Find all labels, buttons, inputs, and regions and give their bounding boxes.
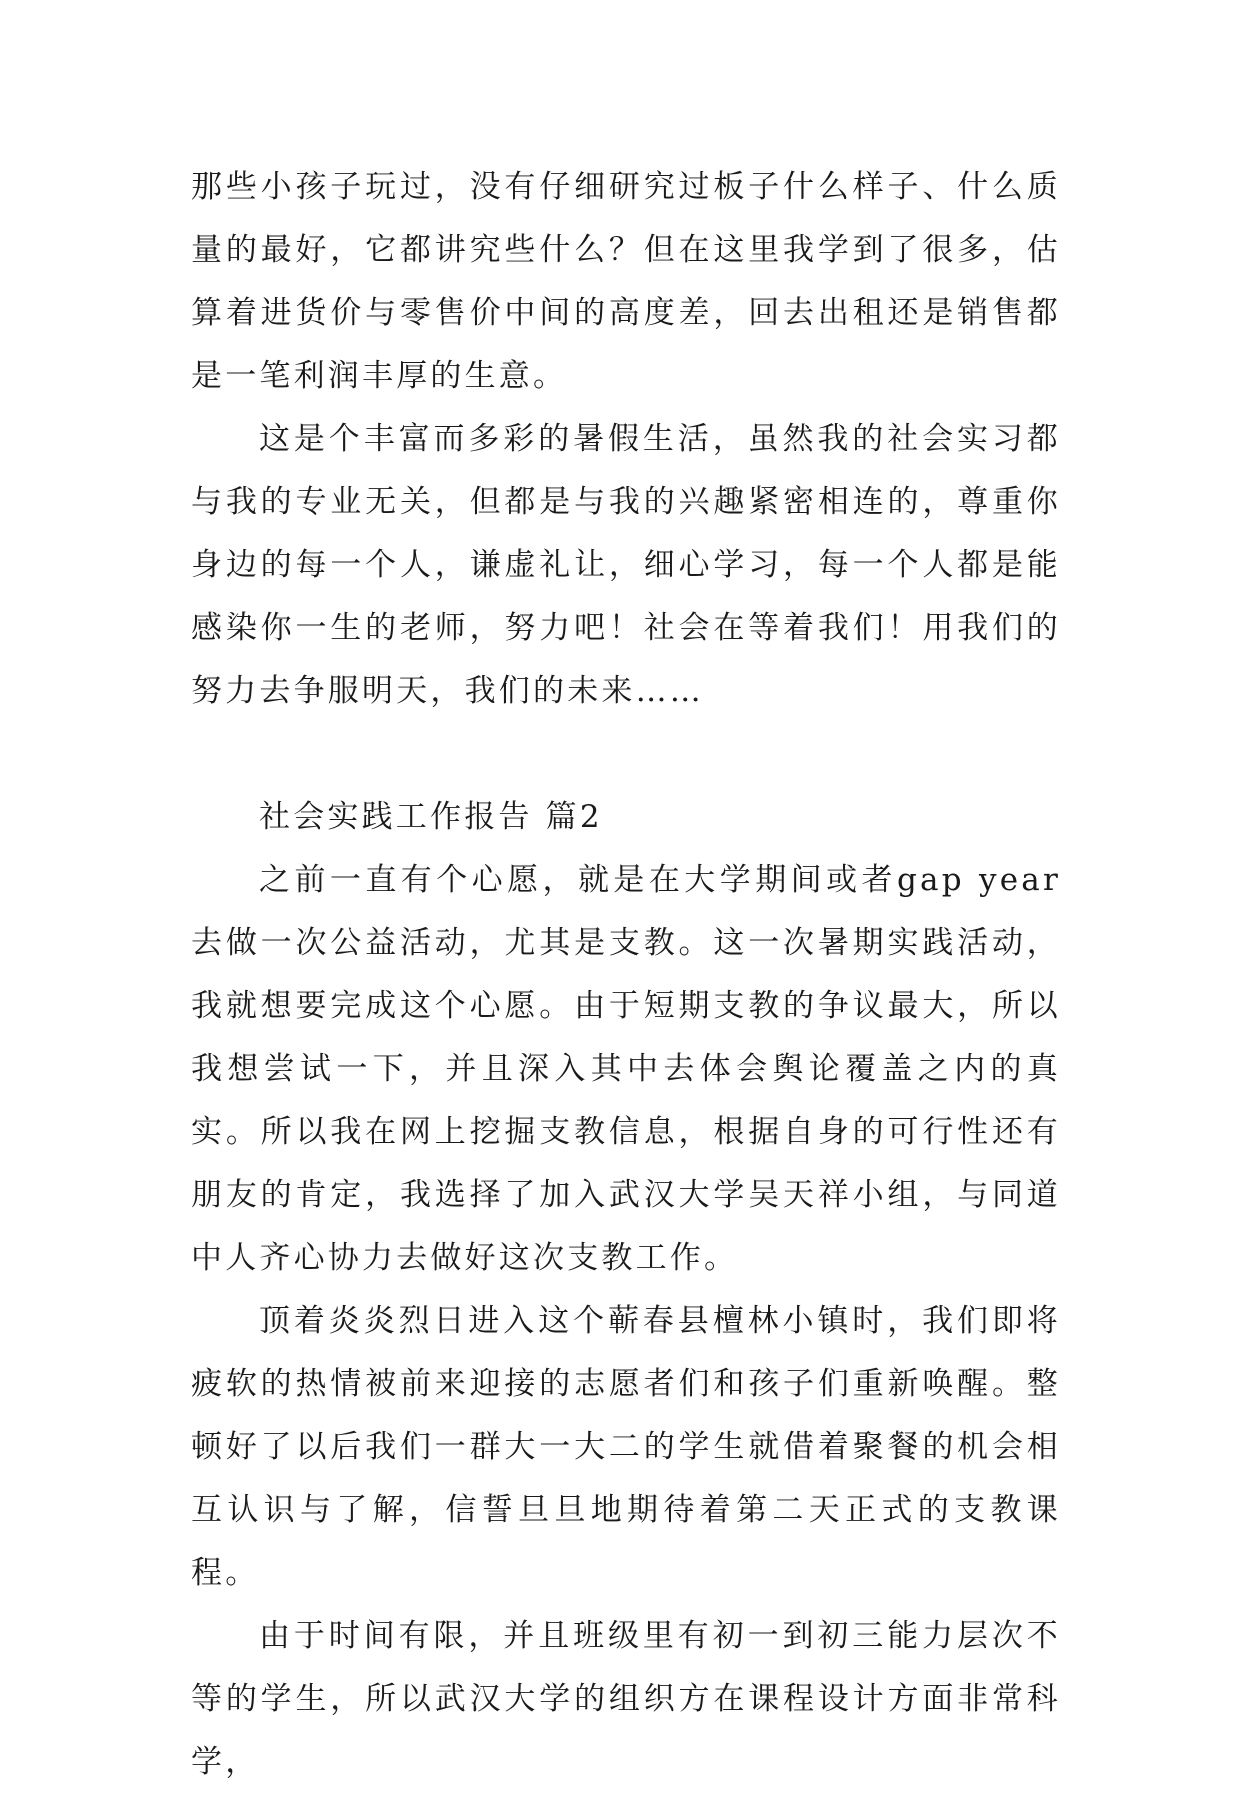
paragraph-summary: 这是个丰富而多彩的暑假生活，虽然我的社会实习都与我的专业无关，但都是与我的兴趣紧密相连的，尊重你身边的每一个人，谦虚礼让，细心学习，每一个人都是能感染你一生的老师，努力吧！社会在等着我们！用我们的努力去争服明天，我们的未来…… xyxy=(191,421,1061,709)
paragraph-continuation: 那些小孩子玩过，没有仔细研究过板子什么样子、什么质量的最好，它都讲究些什么？但在这里我学到了很多，估算着进货价与零售价中间的高度差，回去出租还是销售都是一笔利润丰厚的生意。 xyxy=(191,169,1061,394)
section-spacer xyxy=(191,723,1061,786)
paragraph-curriculum: 由于时间有限，并且班级里有初一到初三能力层次不等的学生，所以武汉大学的组织方在课程设计方面非常科学， xyxy=(191,1618,1061,1780)
document-body xyxy=(191,156,1061,1794)
paragraph-intro: 之前一直有个心愿，就是在大学期间或者gap year 去做一次公益活动，尤其是支教。这一次暑期实践活动，我就想要完成这个心愿。由于短期支教的争议最大，所以我想尝试一下，并且深入其中去体会舆论覆盖之内的真实。所以我在网上挖掘支教信息，根据自身的可行性还有朋友的肯定，我选择了加入武汉大学吴天祥小组，与同道中人齐心协力去做好这次支教工作。 xyxy=(191,862,1061,1276)
paragraph-arrival: 顶着炎炎烈日进入这个蕲春县檀林小镇时，我们即将疲软的热情被前来迎接的志愿者们和孩子们重新唤醒。整顿好了以后我们一群大一大二的学生就借着聚餐的机会相互认识与了解，信誓旦旦地期待着第二天正式的支教课程。 xyxy=(191,1303,1061,1591)
section-heading: 社会实践工作报告 篇2 xyxy=(259,799,603,835)
